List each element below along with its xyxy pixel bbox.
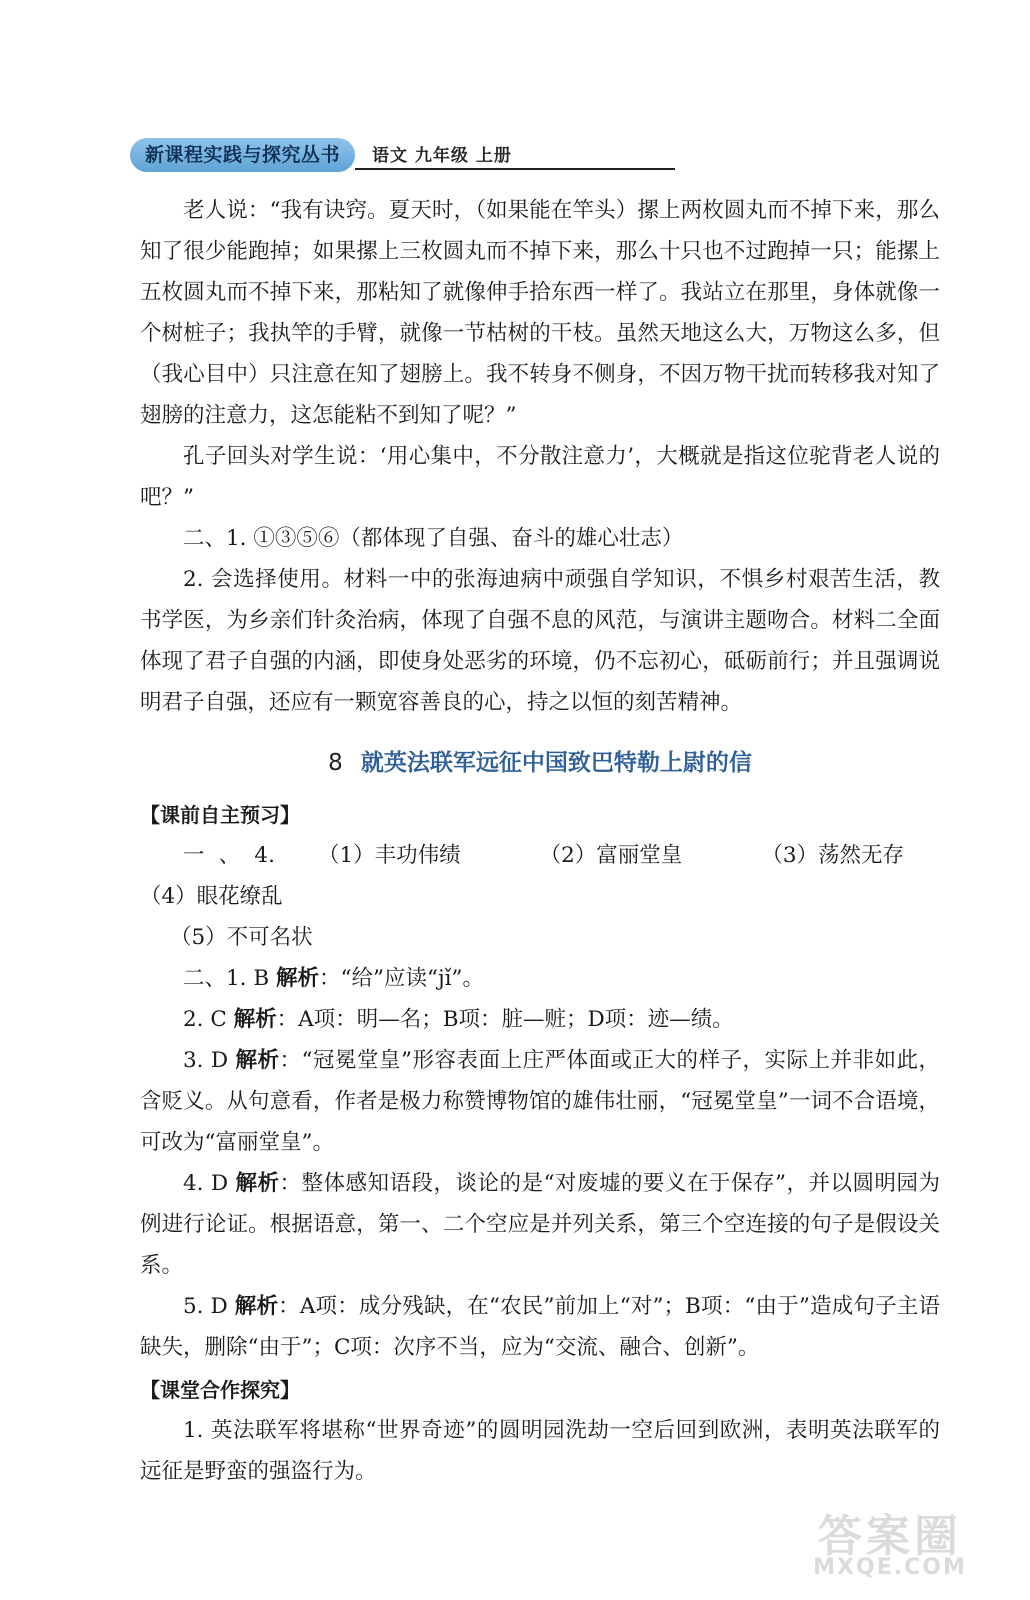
header-rule (355, 168, 675, 170)
analysis-text: ：“冠冕堂皇”形容表面上庄严体面或正大的样子，实际上并非如此，含贬义。从句意看，作者是极力称赞博物馆的雄伟壮丽，“冠冕堂皇”一词不合语境，可改为“富丽堂皇”。 (140, 1048, 940, 1155)
explore-item-1: 1. 英法联军将堪称“世界奇迹”的圆明园洗劫一空后回到欧洲，表明英法联军的远征是野蛮的强盗行为。 (140, 1418, 940, 1484)
answer-prefix: 3. D (183, 1048, 229, 1073)
page-content (140, 190, 940, 1492)
preview-q1-item: （1）丰功伟绩 (317, 843, 461, 868)
analysis-label: 解析 (235, 1048, 280, 1073)
analysis-label: 解析 (276, 966, 320, 991)
preview-q1-last: （5）不可名状 (170, 925, 313, 950)
series-title-badge: 新课程实践与探究丛书 (130, 138, 355, 172)
analysis-text: ：整体感知语段，谈论的是“对废墟的要义在于保存”，并以圆明园为例进行论证。根据语意，第一、二个空应是并列关系，第三个空连接的句子是假设关系。 (140, 1171, 940, 1278)
preview-q2-3 (140, 1040, 940, 1163)
section-title (140, 743, 940, 783)
preview-q2-2 (140, 999, 940, 1040)
answer-prefix: 2. C (183, 1007, 227, 1032)
watermark-domain: MXQE.COM (813, 1555, 967, 1580)
analysis-label: 解析 (234, 1294, 279, 1319)
book-info: 语文 九年级 上册 (372, 146, 512, 166)
analysis-label: 解析 (233, 1007, 277, 1032)
answer-2-1: 二、1. ①③⑤⑥（都体现了自强、奋斗的雄心壮志） (183, 526, 684, 551)
preview-q1-item: （4）眼花缭乱 (140, 884, 283, 909)
preview-q2-1 (140, 958, 940, 999)
analysis-text: ：A项：成分残缺，在“农民”前加上“对”；B项：“由于”造成句子主语缺失，删除“由于”；C项：次序不当，应为“交流、融合、创新”。 (140, 1294, 940, 1360)
answer-prefix: 4. D (183, 1171, 229, 1196)
section-heading: 就英法联军远征中国致巴特勒上尉的信 (360, 750, 752, 776)
preview-heading: 【课前自主预习】 (140, 803, 300, 827)
watermark-logo-text: 答案圈 (818, 1511, 962, 1562)
answer-prefix: 二、1. B (183, 966, 270, 991)
section-number: 8 (328, 750, 343, 776)
analysis-text: ：A项：明—名；B项：脏—赃；D项：迹—绩。 (276, 1007, 734, 1032)
site-watermark (790, 1500, 990, 1580)
preview-q1-prefix: 一、4. (183, 843, 275, 868)
preview-q2-5 (140, 1286, 940, 1368)
paragraph-confucius: 孔子回头对学生说：‘用心集中，不分散注意力’，大概就是指这位驼背老人说的吧？” (140, 444, 940, 510)
paragraph-old-man: 老人说：“我有诀窍。夏天时，（如果能在竿头）摞上两枚圆丸而不掉下来，那么知了很少能跑掉；如果摞上三枚圆丸而不掉下来，那么十只也不过跑掉一只；能摞上五枚圆丸而不掉下来，那粘知了就像伸手拾东西一样了。我站立在那里，身体就像一个树桩子；我执竿的手臂，就像一节枯树的干枝。虽然天地这么大，万物这么多，但（我心目中）只注意在知了翅膀上。我不转身不侧身，不因万物干扰而转移我对知了翅膀的注意力，这怎能粘不到知了呢？” (140, 198, 940, 428)
preview-q2-4 (140, 1163, 940, 1286)
preview-q1-item: （3）荡然无存 (761, 843, 904, 868)
preview-q1 (140, 835, 940, 917)
answer-2-2: 2. 会选择使用。材料一中的张海迪病中顽强自学知识，不惧乡村艰苦生活，教书学医，为乡亲们针灸治病，体现了自强不息的风范，与演讲主题吻合。材料二全面体现了君子自强的内涵，即使身处恶劣的环境，仍不忘初心，砥砺前行；并且强调说明君子自强，还应有一颗宽容善良的心，持之以恒的刻苦精神。 (140, 567, 940, 715)
answer-prefix: 5. D (183, 1294, 228, 1319)
running-header (130, 138, 550, 174)
explore-heading: 【课堂合作探究】 (140, 1378, 300, 1402)
analysis-text: ：“给”应读“jǐ”。 (319, 966, 485, 991)
analysis-label: 解析 (235, 1171, 280, 1196)
preview-q1-item: （2）富丽堂皇 (539, 843, 683, 868)
